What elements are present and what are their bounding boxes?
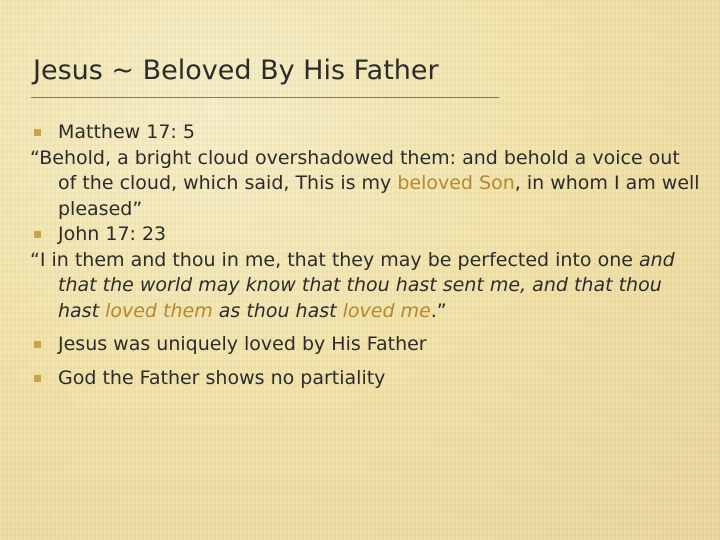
bullet-item-matthew-ref — [30, 120, 700, 146]
quote-text: , in whom I am well pleased” — [58, 172, 700, 220]
quote-matthew — [30, 146, 700, 223]
quote-italic-text: as thou hast — [212, 299, 343, 322]
quote-text: “I in them and thou in me, that they may be perfected into one — [30, 248, 639, 271]
bullet-item-john-ref — [30, 222, 700, 248]
quote-text: “Behold, a bright cloud overshadowed them: and behold a voice out of the cloud, which said, This is my — [30, 146, 680, 194]
bullet-text: John 17: 23 — [58, 223, 167, 245]
square-bullet-icon — [34, 231, 41, 238]
bullet-text: Matthew 17: 5 — [58, 121, 195, 143]
spacer — [30, 324, 700, 332]
bullet-item-uniquely-loved — [30, 332, 700, 358]
quote-italic-text: and that the world may know that thou hast sent me, and that thou hast — [58, 248, 675, 322]
spacer — [30, 358, 700, 366]
slide-content — [30, 120, 700, 391]
title-underline — [31, 97, 499, 98]
bullet-item-no-partiality — [30, 366, 700, 392]
square-bullet-icon — [34, 341, 41, 348]
highlighted-phrase: loved them — [105, 299, 213, 322]
highlighted-phrase: beloved Son — [397, 172, 515, 194]
bullet-text: God the Father shows no partiality — [58, 366, 386, 389]
square-bullet-icon — [34, 129, 41, 136]
bullet-text: Jesus was uniquely loved by His Father — [58, 333, 427, 355]
square-bullet-icon — [34, 375, 41, 382]
quote-text: .” — [430, 299, 447, 322]
slide-title: Jesus ~ Beloved By His Father — [33, 55, 439, 86]
quote-john — [30, 248, 700, 325]
highlighted-phrase: loved me — [342, 299, 431, 322]
